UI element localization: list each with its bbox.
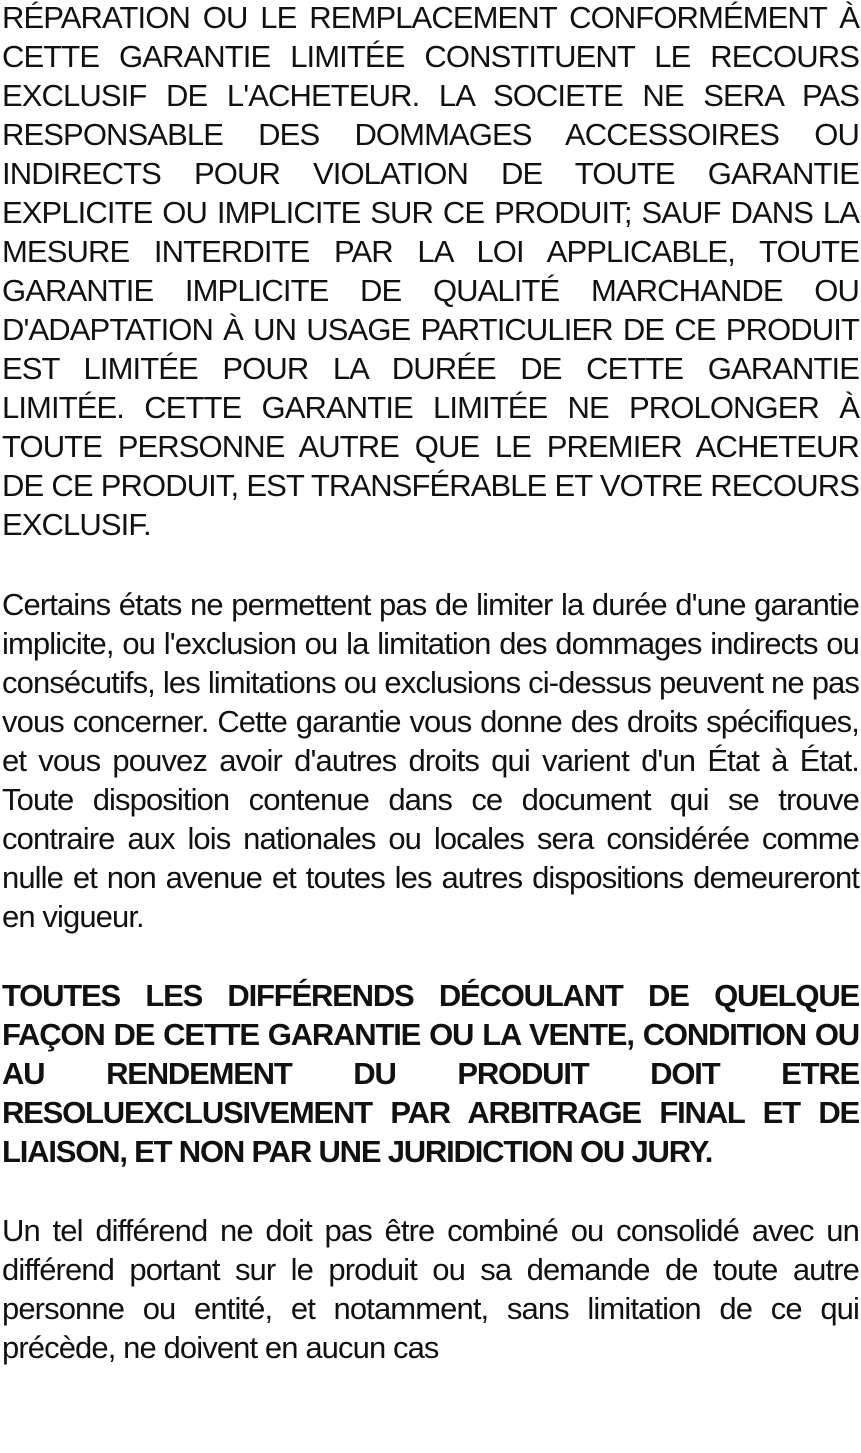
dispute-consolidation-paragraph: Un tel différend ne doit pas être combiné ou consolidé avec un différend portant sur le produit ou sa demande de toute autre personne ou entité, et notamment, sans limitation de ce qui précède, ne doivent en aucun cas — [2, 1213, 859, 1365]
warranty-document-page — [2, 0, 859, 1367]
arbitration-clause-paragraph: TOUTES LES DIFFÉRENDS DÉCOULANT DE QUELQUE FAÇON DE CETTE GARANTIE OU LA VENTE, CONDITION OU AU RENDEMENT DU PRODUIT DOIT ETRE RESOLUEXCLUSIVEMENT PAR ARBITRAGE FINAL ET DE LIAISON, ET NON PAR UNE JURIDICTION OU JURY. — [2, 978, 859, 1169]
limitation-clause-paragraph: RÉPARATION OU LE REMPLACEMENT CONFORMÉMENT À CETTE GARANTIE LIMITÉE CONSTITUENT LE RECOURS EXCLUSIF DE L'ACHETEUR. LA SOCIETE NE SERA PAS RESPONSABLE DES DOMMAGES ACCESSOIRES OU INDIRECTS POUR VIOLATION DE TOUTE GARANTIE EXPLICITE OU IMPLICITE SUR CE PRODUIT; SAUF DANS LA MESURE INTERDITE PAR LA LOI APPLICABLE, TOUTE GARANTIE IMPLICITE DE QUALITÉ MARCHANDE OU D'ADAPTATION À UN USAGE PARTICULIER DE CE PRODUIT EST LIMITÉE POUR LA DURÉE DE CETTE GARANTIE LIMITÉE. CETTE GARANTIE LIMITÉE NE PROLONGER À TOUTE PERSONNE AUTRE QUE LE PREMIER ACHETEUR DE CE PRODUIT, EST TRANSFÉRABLE ET VOTRE RECOURS EXCLUSIF. — [2, 0, 859, 542]
state-rights-paragraph: Certains états ne permettent pas de limiter la durée d'une garantie implicite, ou l'exclusion ou la limitation des dommages indirects ou consécutifs, les limitations ou exclusions ci-dessus peuvent ne pas vous concerner. Cette garantie vous donne des droits spécifiques, et vous pouvez avoir d'autres droits qui varient d'un État à État. Toute disposition contenue dans ce document qui se trouve contraire aux lois nationales ou locales sera considérée comme nulle et non avenue et toutes les autres dispositions demeureront en vigueur. — [2, 587, 859, 934]
